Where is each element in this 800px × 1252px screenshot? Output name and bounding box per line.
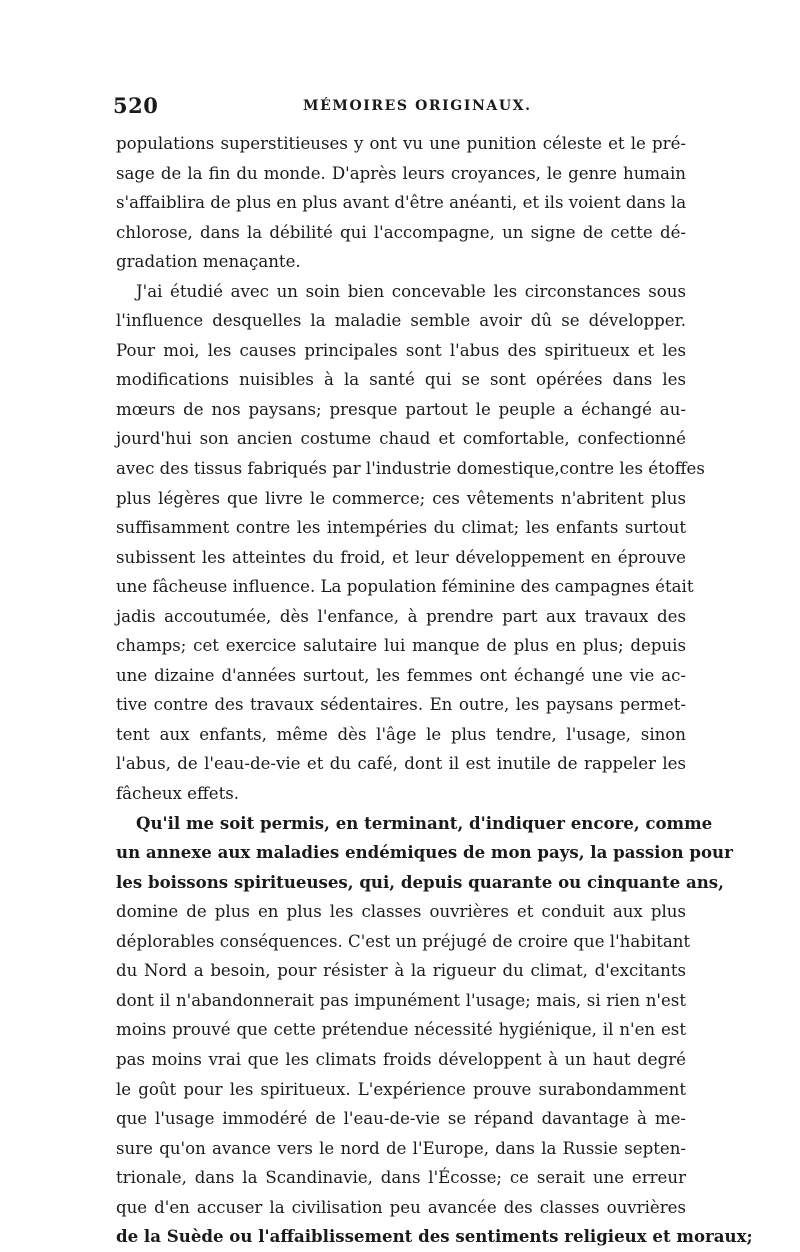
text-line: suffisamment contre les intempéries du climat; les enfants surtout [116,518,686,538]
text-line: jadis accoutumée, dès l'enfance, à prendre part aux travaux des [116,606,686,626]
text-line: dont il n'abandonnerait pas impunément l'usage; mais, si rien n'est [116,990,686,1010]
text-line: pas moins vrai que les climats froids développent à un haut degré [116,1049,686,1069]
text-line: gradation menaçante. [116,252,301,272]
text-line: les boissons spiritueuses, qui, depuis quarante ou cinquante ans, [116,871,724,892]
text-line: sure qu'on avance vers le nord de l'Europe, dans la Russie septen- [116,1138,686,1158]
page-header [113,93,688,123]
body-text [116,129,753,1252]
text-line: subissent les atteintes du froid, et leur développement en éprouve [116,547,686,567]
text-line: jourd'hui son ancien costume chaud et comfortable, confectionné [116,429,686,449]
text-line: mœurs de nos paysans; presque partout le peuple a échangé au- [116,399,686,419]
text-line: une fâcheuse influence. La population féminine des campagnes était [116,577,694,597]
text-line: champs; cet exercice salutaire lui manque de plus en plus; depuis [116,636,686,656]
text-line: fâcheux effets. [116,784,240,804]
text-line: avec des tissus fabriqués par l'industrie domestique,contre les étoffes [116,459,705,479]
text-line: plus légères que livre le commerce; ces vêtements n'abritent plus [116,488,686,508]
text-line: une dizaine d'années surtout, les femmes ont échangé une vie ac- [116,665,686,685]
text-line: que l'usage immodéré de l'eau-de-vie se répand davantage à me- [116,1109,686,1129]
text-line: un annexe aux maladies endémiques de mon pays, la passion pour [116,842,733,863]
text-line: domine de plus en plus les classes ouvrières et conduit aux plus [116,902,686,922]
paragraph-start-line: J'ai étudié avec un soin bien concevable les circonstances sous [136,281,686,301]
text-line: tive contre des travaux sédentaires. En outre, les paysans permet- [116,695,686,715]
text-line: sage de la fin du monde. D'après leurs croyances, le genre humain [116,163,686,183]
text-line: chlorose, dans la débilité qui l'accompagne, un signe de cette dé- [116,222,686,242]
paragraph-start-line: Qu'il me soit permis, en terminant, d'indiquer encore, comme [136,812,713,833]
page-number: 520 [113,93,159,118]
text-line: du Nord a besoin, pour résister à la rigueur du climat, d'excitants [116,961,686,981]
text-line: modifications nuisibles à la santé qui se sont opérées dans les [116,370,686,390]
text-line: de la Suède ou l'affaiblissement des sentiments religieux et moraux; [116,1226,753,1247]
text-line: trionale, dans la Scandinavie, dans l'Écosse; ce serait une erreur [116,1168,686,1188]
text-line: s'affaiblira de plus en plus avant d'être anéanti, et ils voient dans la [116,193,687,213]
text-line: déplorables conséquences. C'est un préjugé de croire que l'habitant [116,931,691,951]
text-line: populations superstitieuses y ont vu une punition céleste et le pré- [116,134,686,153]
text-line: le goût pour les spiritueux. L'expérience prouve surabondamment [116,1079,686,1099]
text-line: Pour moi, les causes principales sont l'abus des spiritueux et les [116,340,686,360]
text-line: que d'en accuser la civilisation peu avancée des classes ouvrières [116,1197,686,1217]
text-line: tent aux enfants, même dès l'âge le plus tendre, l'usage, sinon [116,724,686,744]
text-line: l'influence desquelles la maladie semble avoir dû se développer. [116,311,686,331]
running-title: MÉMOIRES ORIGINAUX. [303,98,532,114]
text-line: l'abus, de l'eau-de-vie et du café, dont il est inutile de rappeler les [116,754,686,774]
text-line: moins prouvé que cette prétendue nécessité hygiénique, il n'en est [116,1020,686,1040]
